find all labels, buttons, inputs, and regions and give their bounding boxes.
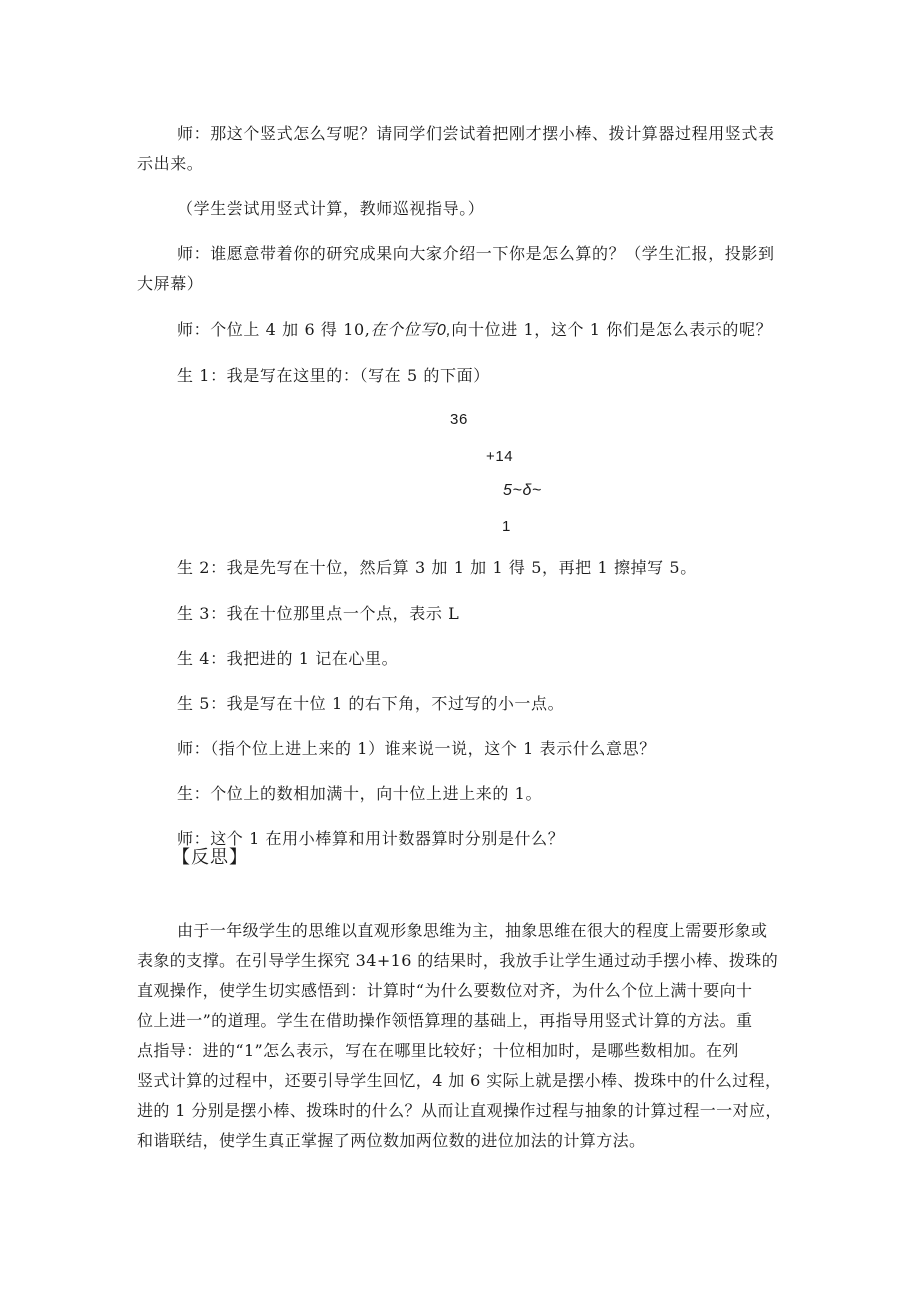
reflection-line-5: 点指导：进的“1”怎么表示，写在在哪里比较好；十位相加时，是哪些数相加。在列 — [137, 1041, 739, 1060]
response-student-3: 生 3：我在十位那里点一个点，表示 L — [177, 604, 460, 623]
response-teacher-4: 师：（指个位上进上来的 1）谁来说一说，这个 1 表示什么意思？ — [177, 739, 656, 758]
math-line-carry: 1 — [502, 518, 511, 535]
dialogue-line-teacher-1a: 师：那这个竖式怎么写呢？请同学们尝试着把刚才摆小棒、拨计算器过程用竖式表 — [177, 124, 775, 143]
reflection-line-6: 竖式计算的过程中，还要引导学生回忆，4 加 6 实际上就是摆小棒、拨珠中的什么过程， — [137, 1071, 782, 1090]
teacher-3-start: 师：个位上 4 加 6 得 10, — [177, 320, 371, 339]
response-student-2: 生 2：我是先写在十位，然后算 3 加 1 加 1 得 5，再把 1 擦掉写 5。 — [177, 558, 697, 577]
response-student-5: 生 5：我是写在十位 1 的右下角，不过写的小一点。 — [177, 694, 565, 713]
teacher-3-end: 向十位进 1，这个 1 你们是怎么表示的呢？ — [451, 320, 773, 339]
teacher-3-italic: 在个位写0, — [370, 322, 452, 339]
response-teacher-5: 师：这个 1 在用小棒算和用计数器算时分别是什么？ — [177, 829, 565, 848]
reflection-line-1: 由于一年级学生的思维以直观形象思维为主，抽象思维在很大的程度上需要形象或 — [177, 921, 768, 940]
reflection-line-8: 和谐联结，使学生真正掌握了两位数加两位数的进位加法的计算方法。 — [137, 1131, 646, 1150]
dialogue-line-teacher-2b: 大屏幕） — [137, 274, 204, 293]
response-student-4: 生 4：我把进的 1 记在心里。 — [177, 649, 399, 668]
response-student-6: 生：个位上的数相加满十，向十位上进上来的 1。 — [177, 784, 543, 803]
math-line-sum: 5~δ~ — [503, 482, 542, 499]
math-line-plus14: +14 — [486, 448, 514, 465]
reflection-line-7: 进的 1 分别是摆小棒、拨珠时的什么？从而让直观操作过程与抽象的计算过程一一对应， — [137, 1101, 782, 1120]
dialogue-line-student-1: 生 1：我是写在这里的：（写在 5 的下面） — [177, 366, 490, 385]
dialogue-line-teacher-2a: 师：谁愿意带着你的研究成果向大家介绍一下你是怎么算的？（学生汇报，投影到 — [177, 244, 775, 263]
math-line-36: 36 — [450, 411, 468, 428]
dialogue-line-teacher-1b: 示出来。 — [137, 154, 204, 173]
reflection-heading: 【反思】 — [172, 847, 248, 868]
reflection-line-3: 直观操作，使学生切实感悟到：计算时“为什么要数位对齐，为什么个位上满十要向十 — [137, 981, 753, 1000]
dialogue-line-note: （学生尝试用竖式计算，教师巡视指导。） — [177, 199, 485, 218]
reflection-line-4: 位上进一”的道理。学生在借助操作领悟算理的基础上，再指导用竖式计算的方法。重 — [137, 1011, 753, 1030]
reflection-line-2: 表象的支撑。在引导学生探究 34+16 的结果时，我放手让学生通过动手摆小棒、拨珠的 — [137, 951, 779, 970]
dialogue-line-teacher-3 — [177, 319, 772, 342]
